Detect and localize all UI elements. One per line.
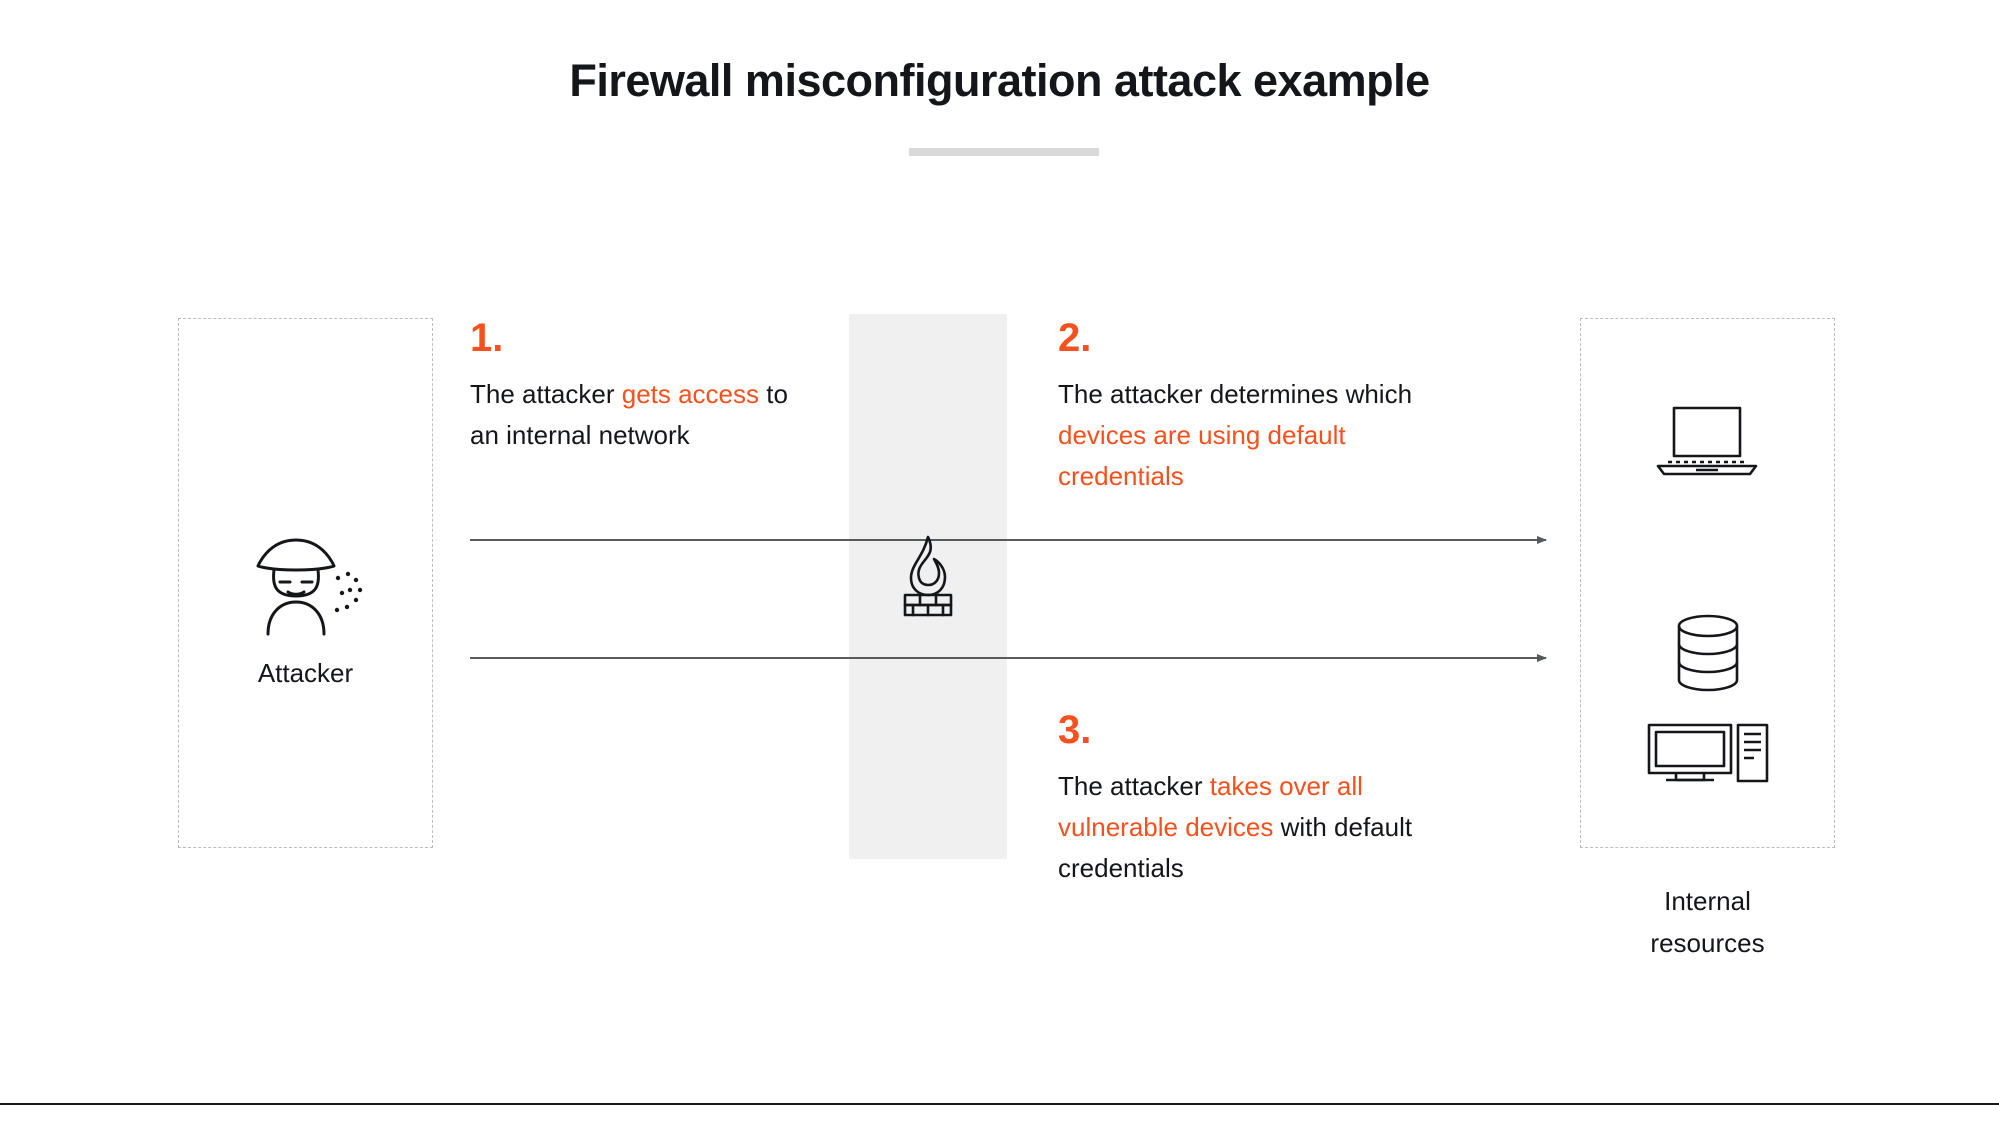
bottom-divider [0, 1103, 1999, 1105]
step-3-text-part-2: takes over all vulnerable devices [1058, 771, 1363, 842]
step-1-text [470, 374, 810, 456]
step-2-text-part-1: The attacker determines which [1058, 379, 1413, 409]
attacker-hacker-icon [238, 530, 373, 645]
step-3-text-part-3: with default credentials [1058, 812, 1413, 883]
step-2 [1058, 318, 1468, 497]
step-3-number: 3. [1058, 708, 1092, 752]
step-2-text [1058, 374, 1468, 497]
attacker-label: Attacker [257, 658, 354, 688]
step-3-text [1058, 766, 1478, 889]
database-icon [1672, 612, 1744, 694]
step-1 [470, 318, 810, 456]
laptop-icon [1652, 400, 1762, 480]
step-2-number: 2. [1058, 316, 1092, 360]
servers-icon [1646, 722, 1770, 784]
page-title: Firewall misconfiguration attack example [569, 55, 1430, 106]
internal-resources-label-line2: resources [1650, 928, 1765, 958]
step-1-text-part-2: gets access [621, 379, 760, 409]
firewall-icon [893, 533, 963, 623]
step-2-text-part-2: devices are using default credentials [1058, 420, 1346, 491]
title-underline-rule [909, 148, 1099, 156]
step-1-number: 1. [470, 316, 504, 360]
internal-resources-label [1580, 880, 1835, 964]
step-3-text-part-1: The attacker [1058, 771, 1210, 801]
step-1-text-part-3: to an internal network [470, 379, 788, 450]
step-3 [1058, 710, 1478, 889]
internal-resources-label-line1: Internal [1664, 886, 1751, 916]
step-1-text-part-1: The attacker [470, 379, 622, 409]
